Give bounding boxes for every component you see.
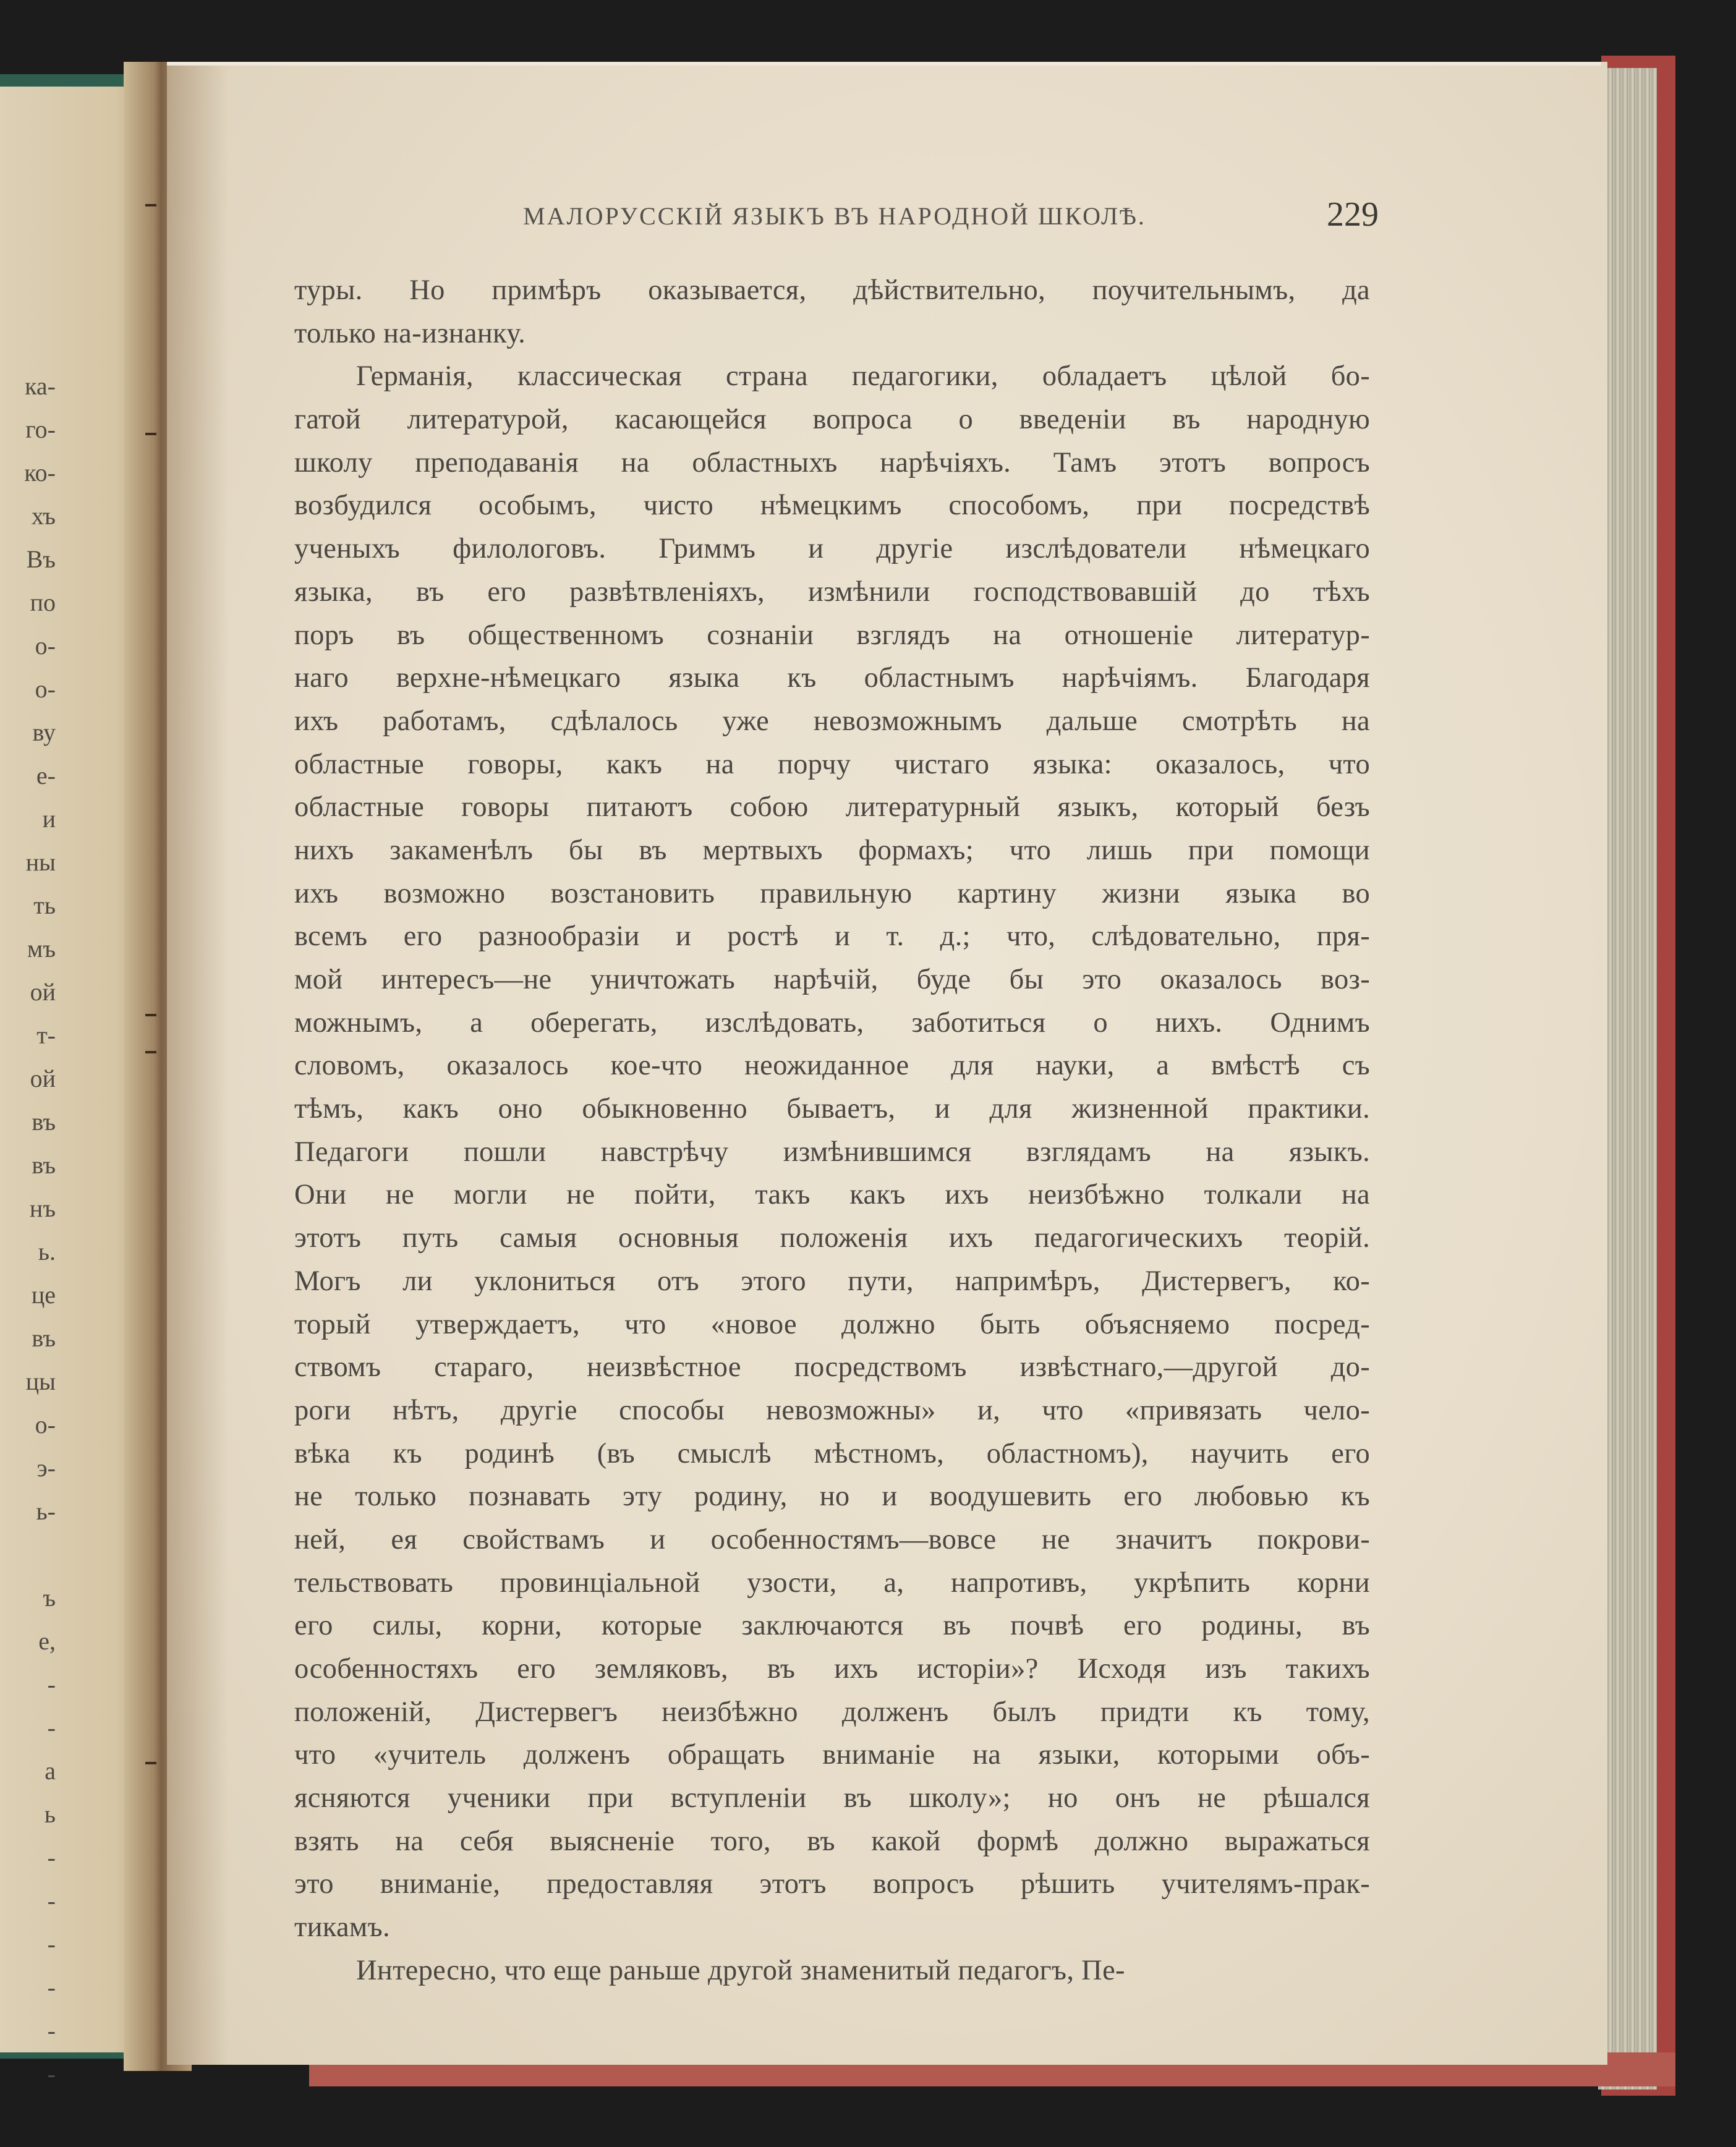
left-fragment: ть [33,891,56,919]
left-fragment: и [42,805,56,833]
sewing-marks [145,204,158,1842]
text-line: всемъ его разнообразіи и ростѣ и т. д.; что, слѣдовательно, пря- [294,920,1370,953]
left-fragment: - [47,1973,56,2001]
text-line: ясняются ученики при вступленіи въ школу»; но онъ не рѣшался [294,1782,1370,1814]
left-fragment: нъ [29,1194,56,1222]
text-line: не только познавать эту родину, но и воодушевить его любовью къ [294,1481,1370,1513]
text-line: Они не могли не пойти, такъ какъ ихъ неизбѣжно толкали на [294,1179,1370,1211]
left-fragment: е- [36,762,56,789]
left-fragment: о- [35,675,56,703]
text-line: особенностяхъ его земляковъ, въ ихъ исторіи»? Исходя изъ такихъ [294,1653,1370,1685]
text-line: гатой литературой, касающейся вопроса о введеніи въ народную [294,404,1370,436]
left-fragment: хъ [31,502,56,530]
text-line: языка, въ его развѣтвленіяхъ, измѣнили господствовавшій до тѣхъ [294,576,1370,608]
left-fragment: въ [32,1151,56,1179]
text-line: словомъ, оказалось кое-что неожиданное для науки, а вмѣстѣ съ [294,1050,1370,1082]
text-line: нихъ закаменѣлъ бы въ мертвыхъ формахъ; что лишь при помощи [294,834,1370,866]
text-line: школу преподаванія на областныхъ нарѣчіяхъ. Тамъ этотъ вопросъ [294,446,1370,478]
text-line: ихъ возможно возстановить правильную картину жизни языка во [294,877,1370,909]
page-top-edge [167,62,1601,66]
text-line: областные говоры питаютъ собою литературный языкъ, который безъ [294,791,1370,823]
left-fragment: цы [25,1367,56,1395]
text-line: возбудился особымъ, чисто нѣмецкимъ способомъ, при посредствѣ [294,490,1370,522]
text-line: туры. Но примѣръ оказывается, дѣйствительно, поучительнымъ, да [294,274,1370,306]
left-fragment: э- [36,1454,56,1482]
left-fragment: ка- [25,372,56,400]
text-line: тельствовать провинціальной узости, а, напротивъ, укрѣпить корни [294,1567,1370,1599]
text-line: тикамъ. [294,1911,390,1944]
left-fragment: по [30,589,56,616]
text-line: ней, ея свойствамъ и особенностямъ—вовсе не значитъ покрови- [294,1523,1370,1555]
sewing-mark [145,1014,156,1016]
text-line: мой интересъ—не уничтожать нарѣчій, буде бы это оказалось воз- [294,964,1370,995]
left-fragment: - [47,1930,56,1958]
text-line: областные говоры, какъ на порчу чистаго языка: оказалось, что [294,748,1370,780]
text-line: Могъ ли уклониться отъ этого пути, напримѣръ, Дистервегъ, ко- [294,1265,1370,1297]
left-fragment: Въ [26,545,56,573]
left-fragment: въ [32,1108,56,1136]
text-line: Германія, классическая страна педагогики, обладаетъ цѣлой бо- [356,360,1370,393]
text-line: Педагоги пошли навстрѣчу измѣнившимся взглядамъ на языкъ. [294,1136,1370,1168]
left-fragment: т- [36,1021,56,1049]
text-line: этотъ путь самыя основныя положенія ихъ педагогическихъ теорій. [294,1222,1370,1254]
text-line: тѣмъ, какъ оно обыкновенно бываетъ, и для жизненной практики. [294,1093,1370,1125]
text-line: Интересно, что еще раньше другой знаменитый педагогъ, Пе- [356,1954,1125,1986]
gutter-shadow [167,62,229,2065]
left-fragment: - [47,1670,56,1698]
text-line: наго верхне-нѣмецкаго языка къ областнымъ нарѣчіямъ. Благодаря [294,662,1370,694]
left-fragment: ой [30,978,56,1006]
sewing-mark [145,1051,156,1053]
sewing-mark [145,1762,156,1764]
text-line: положеній, Дистервегъ неизбѣжно долженъ былъ придти къ тому, [294,1696,1370,1728]
page-number: 229 [1327,195,1379,234]
text-line: ихъ работамъ, сдѣлалось уже невозможнымъ дальше смотрѣть на [294,705,1370,737]
text-line: только на-изнанку. [294,317,526,349]
left-fragment: - [47,1714,56,1741]
text-line: вѣка къ родинѣ (въ смыслѣ мѣстномъ, областномъ), научить его [294,1437,1370,1469]
text-line: взять на себя выясненіе того, въ какой формѣ должно выражаться [294,1825,1370,1857]
left-fragment: ъ [43,1584,56,1612]
left-fragment: це [31,1281,56,1309]
left-fragment: ь- [36,1497,56,1525]
text-line: роги нѣтъ, другіе способы невозможны» и, что «привязать чело- [294,1394,1370,1426]
text-line: торый утверждаетъ, что «новое должно быть объясняемо посред- [294,1308,1370,1340]
text-line: ученыхъ филологовъ. Гриммъ и другіе изслѣдователи нѣмецкаго [294,533,1370,565]
running-head: МАЛОРУССКІЙ ЯЗЫКЪ ВЪ НАРОДНОЙ ШКОЛѢ. [523,202,1146,230]
body-text [294,269,1370,1992]
left-fragment: ой [30,1065,56,1092]
left-fragment: ь [44,1800,56,1828]
left-fragment: - [47,1887,56,1915]
left-fragment: - [47,2060,56,2088]
left-fragment: ко- [24,459,56,487]
left-fragment: ны [25,848,56,876]
text-line: его силы, корни, которые заключаются въ почвѣ его родины, въ [294,1610,1370,1642]
left-fragment: - [47,1843,56,1871]
sewing-mark [145,204,156,206]
left-fragment: мъ [27,935,56,963]
left-fragment: го- [25,415,56,443]
left-fragment: - [47,2017,56,2044]
text-line: это вниманіе, предоставляя этотъ вопросъ рѣшить учителямъ-прак- [294,1868,1370,1900]
sewing-mark [145,433,156,435]
left-fragment: е, [38,1627,56,1655]
left-fragment: въ [32,1324,56,1352]
left-fragment: а [45,1757,56,1785]
left-fragment: о- [35,632,56,660]
left-fragment: ь. [38,1238,56,1265]
text-line: поръ въ общественномъ сознаніи взглядъ на отношеніе литератур- [294,619,1370,651]
left-fragment: ву [32,718,56,746]
text-line: ствомъ стараго, неизвѣстное посредствомъ извѣстнаго,—другой до- [294,1351,1370,1384]
text-line: можнымъ, а оберегать, изслѣдовать, заботиться о нихъ. Однимъ [294,1006,1370,1039]
left-page-fragments [0,365,56,2096]
left-fragment: о- [35,1411,56,1439]
text-line: что «учитель долженъ обращать вниманіе на языки, которыми объ- [294,1739,1370,1771]
left-fragment [0,1533,56,1576]
